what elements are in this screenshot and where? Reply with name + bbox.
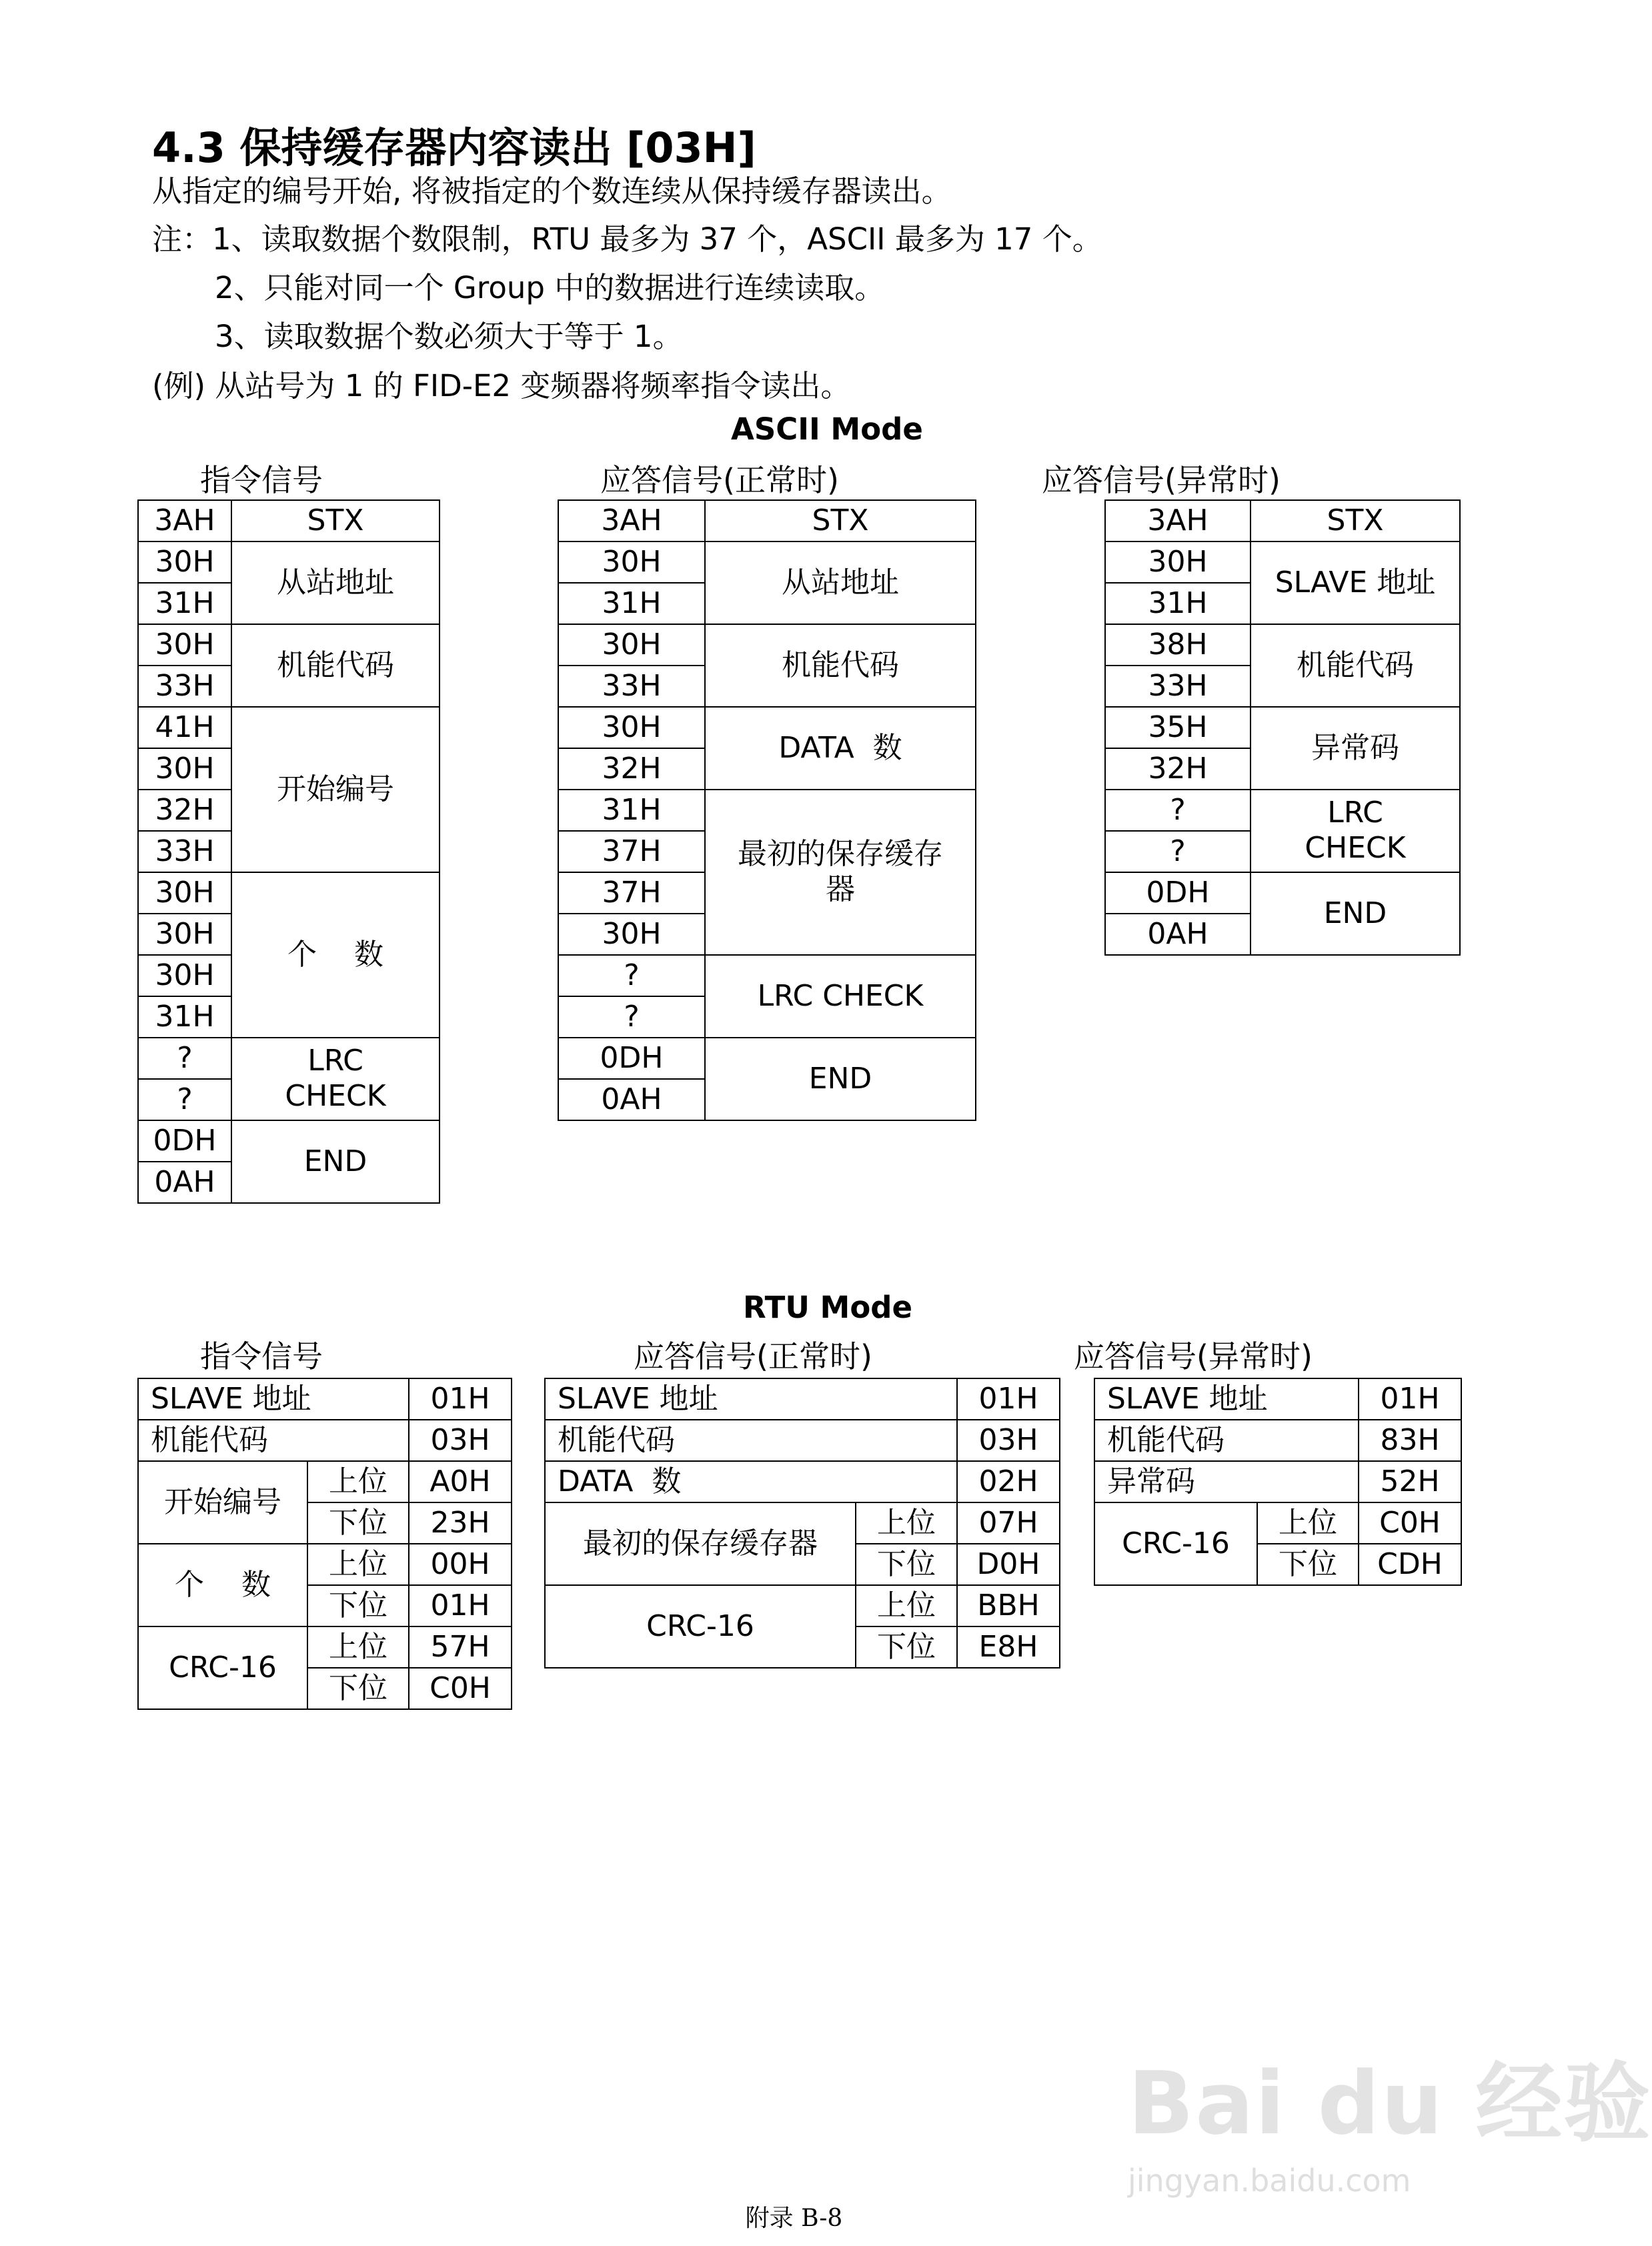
lower-label: 下位 — [856, 1544, 957, 1585]
value-cell: 23H — [409, 1502, 512, 1544]
byte-cell: 30H — [138, 624, 231, 666]
upper-label: 上位 — [307, 1461, 409, 1502]
field-label: DATA 数 — [545, 1461, 957, 1502]
field-label: 最初的保存缓存器 — [545, 1502, 856, 1585]
upper-label: 上位 — [856, 1585, 957, 1626]
byte-cell: 31H — [138, 996, 231, 1038]
byte-cell: 30H — [558, 541, 705, 583]
field-label: 机能代码 — [1094, 1420, 1359, 1461]
field-label: CRC-16 — [1094, 1502, 1257, 1585]
field-label: CRC-16 — [545, 1585, 856, 1668]
value-cell: 52H — [1359, 1461, 1461, 1502]
byte-cell: 33H — [138, 831, 231, 872]
field-label: 机能代码 — [705, 624, 976, 707]
byte-cell: 30H — [558, 914, 705, 955]
lower-label: 下位 — [307, 1668, 409, 1709]
rtu-err-table — [1094, 1378, 1462, 1586]
value-cell: 01H — [409, 1378, 512, 1420]
ascii-cmd-caption: 指令信号 — [200, 462, 323, 498]
field-label: 开始编号 — [231, 707, 440, 872]
field-label: LRC CHECK — [231, 1038, 440, 1120]
byte-cell: 30H — [138, 748, 231, 790]
field-label: STX — [1251, 500, 1460, 541]
upper-label: 上位 — [1257, 1502, 1359, 1544]
field-label: END — [231, 1120, 440, 1203]
value-cell: 83H — [1359, 1420, 1461, 1461]
section-heading: 4.3 保持缓存器内容读出 [03H] — [152, 123, 756, 172]
watermark-url: jingyan.baidu.com — [1128, 2163, 1411, 2199]
value-cell: 01H — [1359, 1378, 1461, 1420]
byte-cell: 41H — [138, 707, 231, 748]
rtu-resp-table — [544, 1378, 1060, 1668]
byte-cell: 0AH — [1105, 914, 1251, 955]
rtu-cmd-table — [137, 1378, 512, 1710]
byte-cell: 0AH — [558, 1079, 705, 1120]
note-1: 注：1、读取数据个数限制，RTU 最多为 37 个，ASCII 最多为 17 个。 — [152, 221, 1102, 257]
field-label: STX — [705, 500, 976, 541]
note-3: 3、读取数据个数必须大于等于 1。 — [215, 319, 683, 354]
byte-cell: 31H — [138, 583, 231, 624]
value-cell: 03H — [409, 1420, 512, 1461]
byte-cell: 37H — [558, 872, 705, 914]
byte-cell: 33H — [558, 666, 705, 707]
ascii-cmd-table — [137, 499, 440, 1204]
byte-cell: ? — [558, 955, 705, 996]
field-label: SLAVE 地址 — [138, 1378, 409, 1420]
byte-cell: 3AH — [138, 500, 231, 541]
field-label: 从站地址 — [231, 541, 440, 624]
value-cell: 07H — [957, 1502, 1060, 1544]
value-cell: 01H — [409, 1585, 512, 1626]
byte-cell: 0DH — [138, 1120, 231, 1162]
field-label: 异常码 — [1251, 707, 1460, 790]
page-footer: 附录 B-8 — [745, 2205, 843, 2232]
field-label: SLAVE 地址 — [1094, 1378, 1359, 1420]
field-label: 最初的保存缓存器 — [705, 790, 976, 955]
value-cell: 01H — [957, 1378, 1060, 1420]
byte-cell: 30H — [138, 955, 231, 996]
byte-cell: ? — [138, 1079, 231, 1120]
byte-cell: 0AH — [138, 1162, 231, 1203]
ascii-err-table — [1104, 499, 1461, 956]
field-label: 机能代码 — [138, 1420, 409, 1461]
value-cell: C0H — [409, 1668, 512, 1709]
field-label: LRC CHECK — [705, 955, 976, 1038]
value-cell: 03H — [957, 1420, 1060, 1461]
lower-label: 下位 — [307, 1502, 409, 1544]
field-label: 个 数 — [138, 1544, 307, 1626]
byte-cell: 37H — [558, 831, 705, 872]
byte-cell: 30H — [1105, 541, 1251, 583]
value-cell: BBH — [957, 1585, 1060, 1626]
field-label: 从站地址 — [705, 541, 976, 624]
rtu-resp-caption: 应答信号(正常时) — [634, 1338, 872, 1374]
field-label: CRC-16 — [138, 1626, 307, 1709]
byte-cell: 30H — [558, 707, 705, 748]
ascii-err-caption: 应答信号(异常时) — [1042, 462, 1281, 498]
field-label: 开始编号 — [138, 1461, 307, 1544]
field-label: SLAVE 地址 — [545, 1378, 957, 1420]
field-label: LRC CHECK — [1251, 790, 1460, 872]
byte-cell: 30H — [138, 541, 231, 583]
value-cell: 00H — [409, 1544, 512, 1585]
byte-cell: 30H — [138, 872, 231, 914]
value-cell: A0H — [409, 1461, 512, 1502]
field-label: 个 数 — [231, 872, 440, 1038]
field-label: END — [1251, 872, 1460, 955]
field-label: STX — [231, 500, 440, 541]
field-label: 机能代码 — [1251, 624, 1460, 707]
field-label: 机能代码 — [231, 624, 440, 707]
byte-cell: 30H — [138, 914, 231, 955]
field-label: DATA 数 — [705, 707, 976, 790]
field-label: 异常码 — [1094, 1461, 1359, 1502]
ascii-resp-caption: 应答信号(正常时) — [600, 462, 839, 498]
note-2: 2、只能对同一个 Group 中的数据进行连续读取。 — [215, 270, 885, 305]
example-text: (例) 从站号为 1 的 FID-E2 变频器将频率指令读出。 — [152, 368, 851, 403]
rtu-mode-title: RTU Mode — [743, 1290, 912, 1325]
upper-label: 上位 — [307, 1544, 409, 1585]
byte-cell: 0DH — [1105, 872, 1251, 914]
byte-cell: ? — [1105, 790, 1251, 831]
byte-cell: ? — [138, 1038, 231, 1079]
value-cell: 02H — [957, 1461, 1060, 1502]
byte-cell: 0DH — [558, 1038, 705, 1079]
byte-cell: 3AH — [558, 500, 705, 541]
field-label: SLAVE 地址 — [1251, 541, 1460, 624]
value-cell: 57H — [409, 1626, 512, 1668]
lower-label: 下位 — [856, 1626, 957, 1668]
ascii-resp-table — [558, 499, 976, 1121]
byte-cell: ? — [558, 996, 705, 1038]
rtu-err-caption: 应答信号(异常时) — [1074, 1338, 1313, 1374]
byte-cell: 33H — [1105, 666, 1251, 707]
upper-label: 上位 — [856, 1502, 957, 1544]
byte-cell: 30H — [558, 624, 705, 666]
byte-cell: 3AH — [1105, 500, 1251, 541]
ascii-mode-title: ASCII Mode — [731, 411, 923, 447]
watermark-logo: Bai du 经验 — [1128, 2053, 1652, 2154]
baidu-watermark — [1128, 2034, 1652, 2214]
value-cell: C0H — [1359, 1502, 1461, 1544]
byte-cell: 38H — [1105, 624, 1251, 666]
value-cell: D0H — [957, 1544, 1060, 1585]
byte-cell: 32H — [1105, 748, 1251, 790]
value-cell: CDH — [1359, 1544, 1461, 1585]
intro-text: 从指定的编号开始, 将被指定的个数连续从保持缓存器读出。 — [152, 173, 952, 209]
lower-label: 下位 — [307, 1585, 409, 1626]
field-label: 机能代码 — [545, 1420, 957, 1461]
byte-cell: 32H — [138, 790, 231, 831]
upper-label: 上位 — [307, 1626, 409, 1668]
byte-cell: 31H — [558, 790, 705, 831]
byte-cell: 31H — [558, 583, 705, 624]
byte-cell: 32H — [558, 748, 705, 790]
byte-cell: ? — [1105, 831, 1251, 872]
field-label: END — [705, 1038, 976, 1120]
byte-cell: 35H — [1105, 707, 1251, 748]
value-cell: E8H — [957, 1626, 1060, 1668]
byte-cell: 31H — [1105, 583, 1251, 624]
rtu-cmd-caption: 指令信号 — [200, 1338, 323, 1374]
byte-cell: 33H — [138, 666, 231, 707]
lower-label: 下位 — [1257, 1544, 1359, 1585]
